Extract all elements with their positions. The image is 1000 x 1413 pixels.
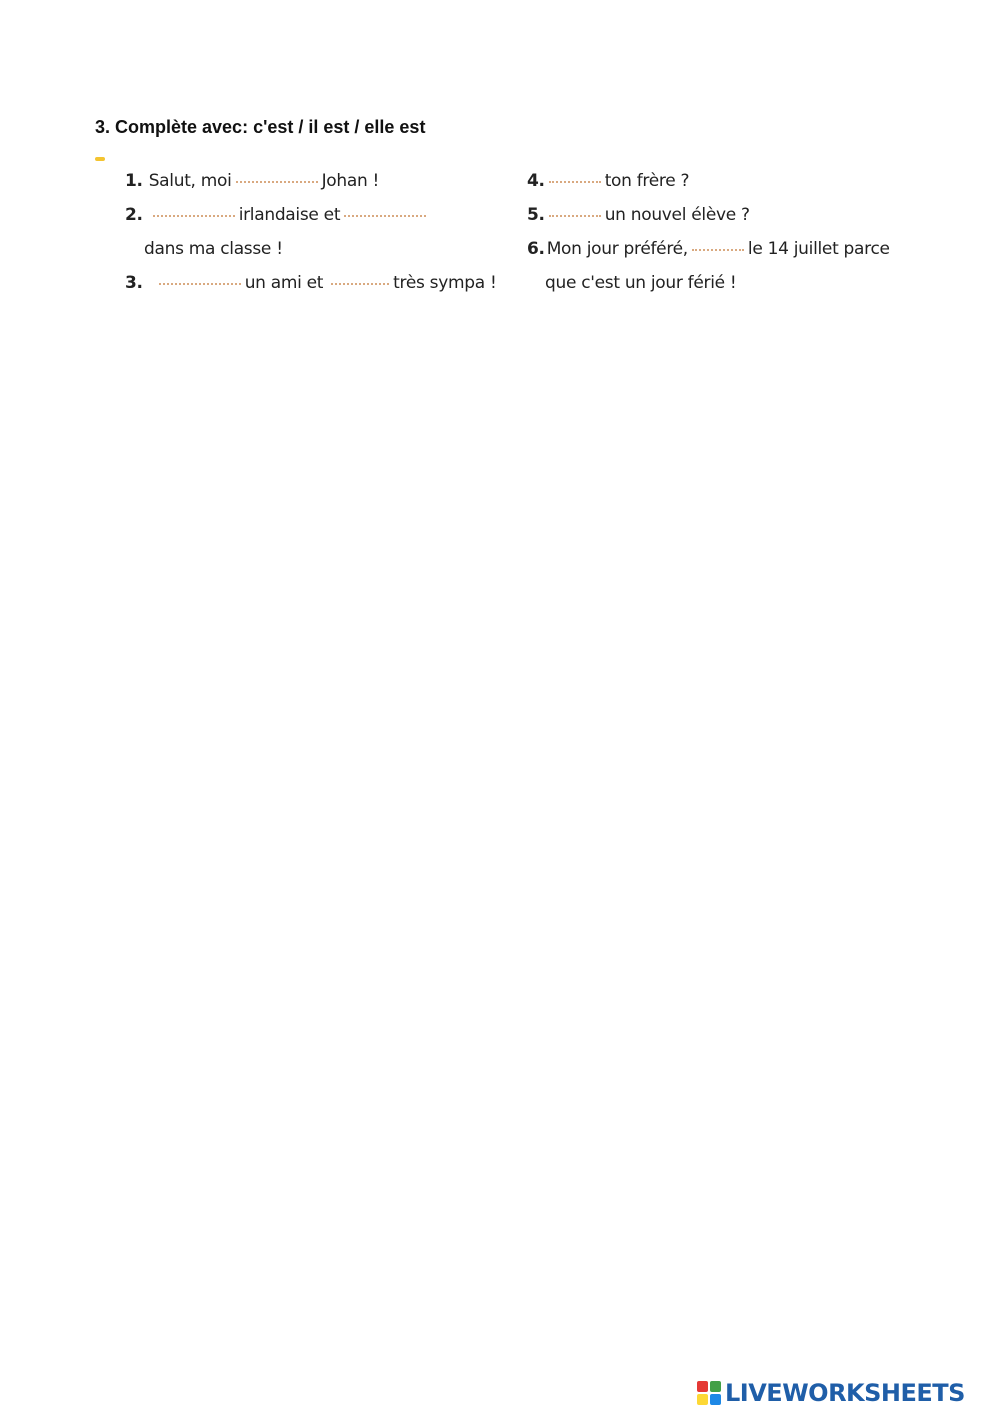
item-5 <box>527 205 750 225</box>
answer-blank-2a[interactable] <box>153 214 235 217</box>
item-2-continued: dans ma classe ! <box>144 239 283 259</box>
item-3 <box>125 273 496 293</box>
item-number: 6. <box>527 239 545 259</box>
liveworksheets-logo <box>697 1378 965 1408</box>
item-text: le 14 juillet parce <box>747 239 890 259</box>
answer-blank-3b[interactable] <box>331 282 389 285</box>
item-number: 3. <box>125 273 143 293</box>
item-text: très sympa ! <box>393 273 497 293</box>
exercise-title: 3. Complète avec: c'est / il est / elle est <box>95 117 426 137</box>
item-text: Mon jour préféré, <box>546 239 688 259</box>
decorative-mark <box>95 157 105 161</box>
answer-blank-1[interactable] <box>236 180 318 183</box>
item-text: irlandaise et <box>238 205 341 225</box>
item-text: Johan ! <box>321 171 380 191</box>
logo-block-blue <box>710 1394 721 1405</box>
item-text: un nouvel élève ? <box>604 205 750 225</box>
answer-blank-2b[interactable] <box>344 214 426 217</box>
logo-text: LIVEWORKSHEETS <box>725 1379 965 1407</box>
logo-block-green <box>710 1381 721 1392</box>
answer-blank-6[interactable] <box>692 248 744 251</box>
answer-blank-3a[interactable] <box>159 282 241 285</box>
logo-blocks-icon <box>697 1381 721 1405</box>
answer-blank-5[interactable] <box>549 214 601 217</box>
logo-block-yellow <box>697 1394 708 1405</box>
item-number: 2. <box>125 205 143 225</box>
item-1 <box>125 171 379 191</box>
item-number: 5. <box>527 205 545 225</box>
answer-blank-4[interactable] <box>549 180 601 183</box>
item-6-continued: que c'est un jour férié ! <box>545 273 737 293</box>
item-text: ton frère ? <box>604 171 690 191</box>
logo-block-red <box>697 1381 708 1392</box>
item-2 <box>125 205 430 225</box>
item-text: un ami et <box>244 273 324 293</box>
item-6 <box>527 239 890 259</box>
item-number: 4. <box>527 171 545 191</box>
item-text: Salut, moi <box>148 171 232 191</box>
item-4 <box>527 171 689 191</box>
item-number: 1. <box>125 171 143 191</box>
